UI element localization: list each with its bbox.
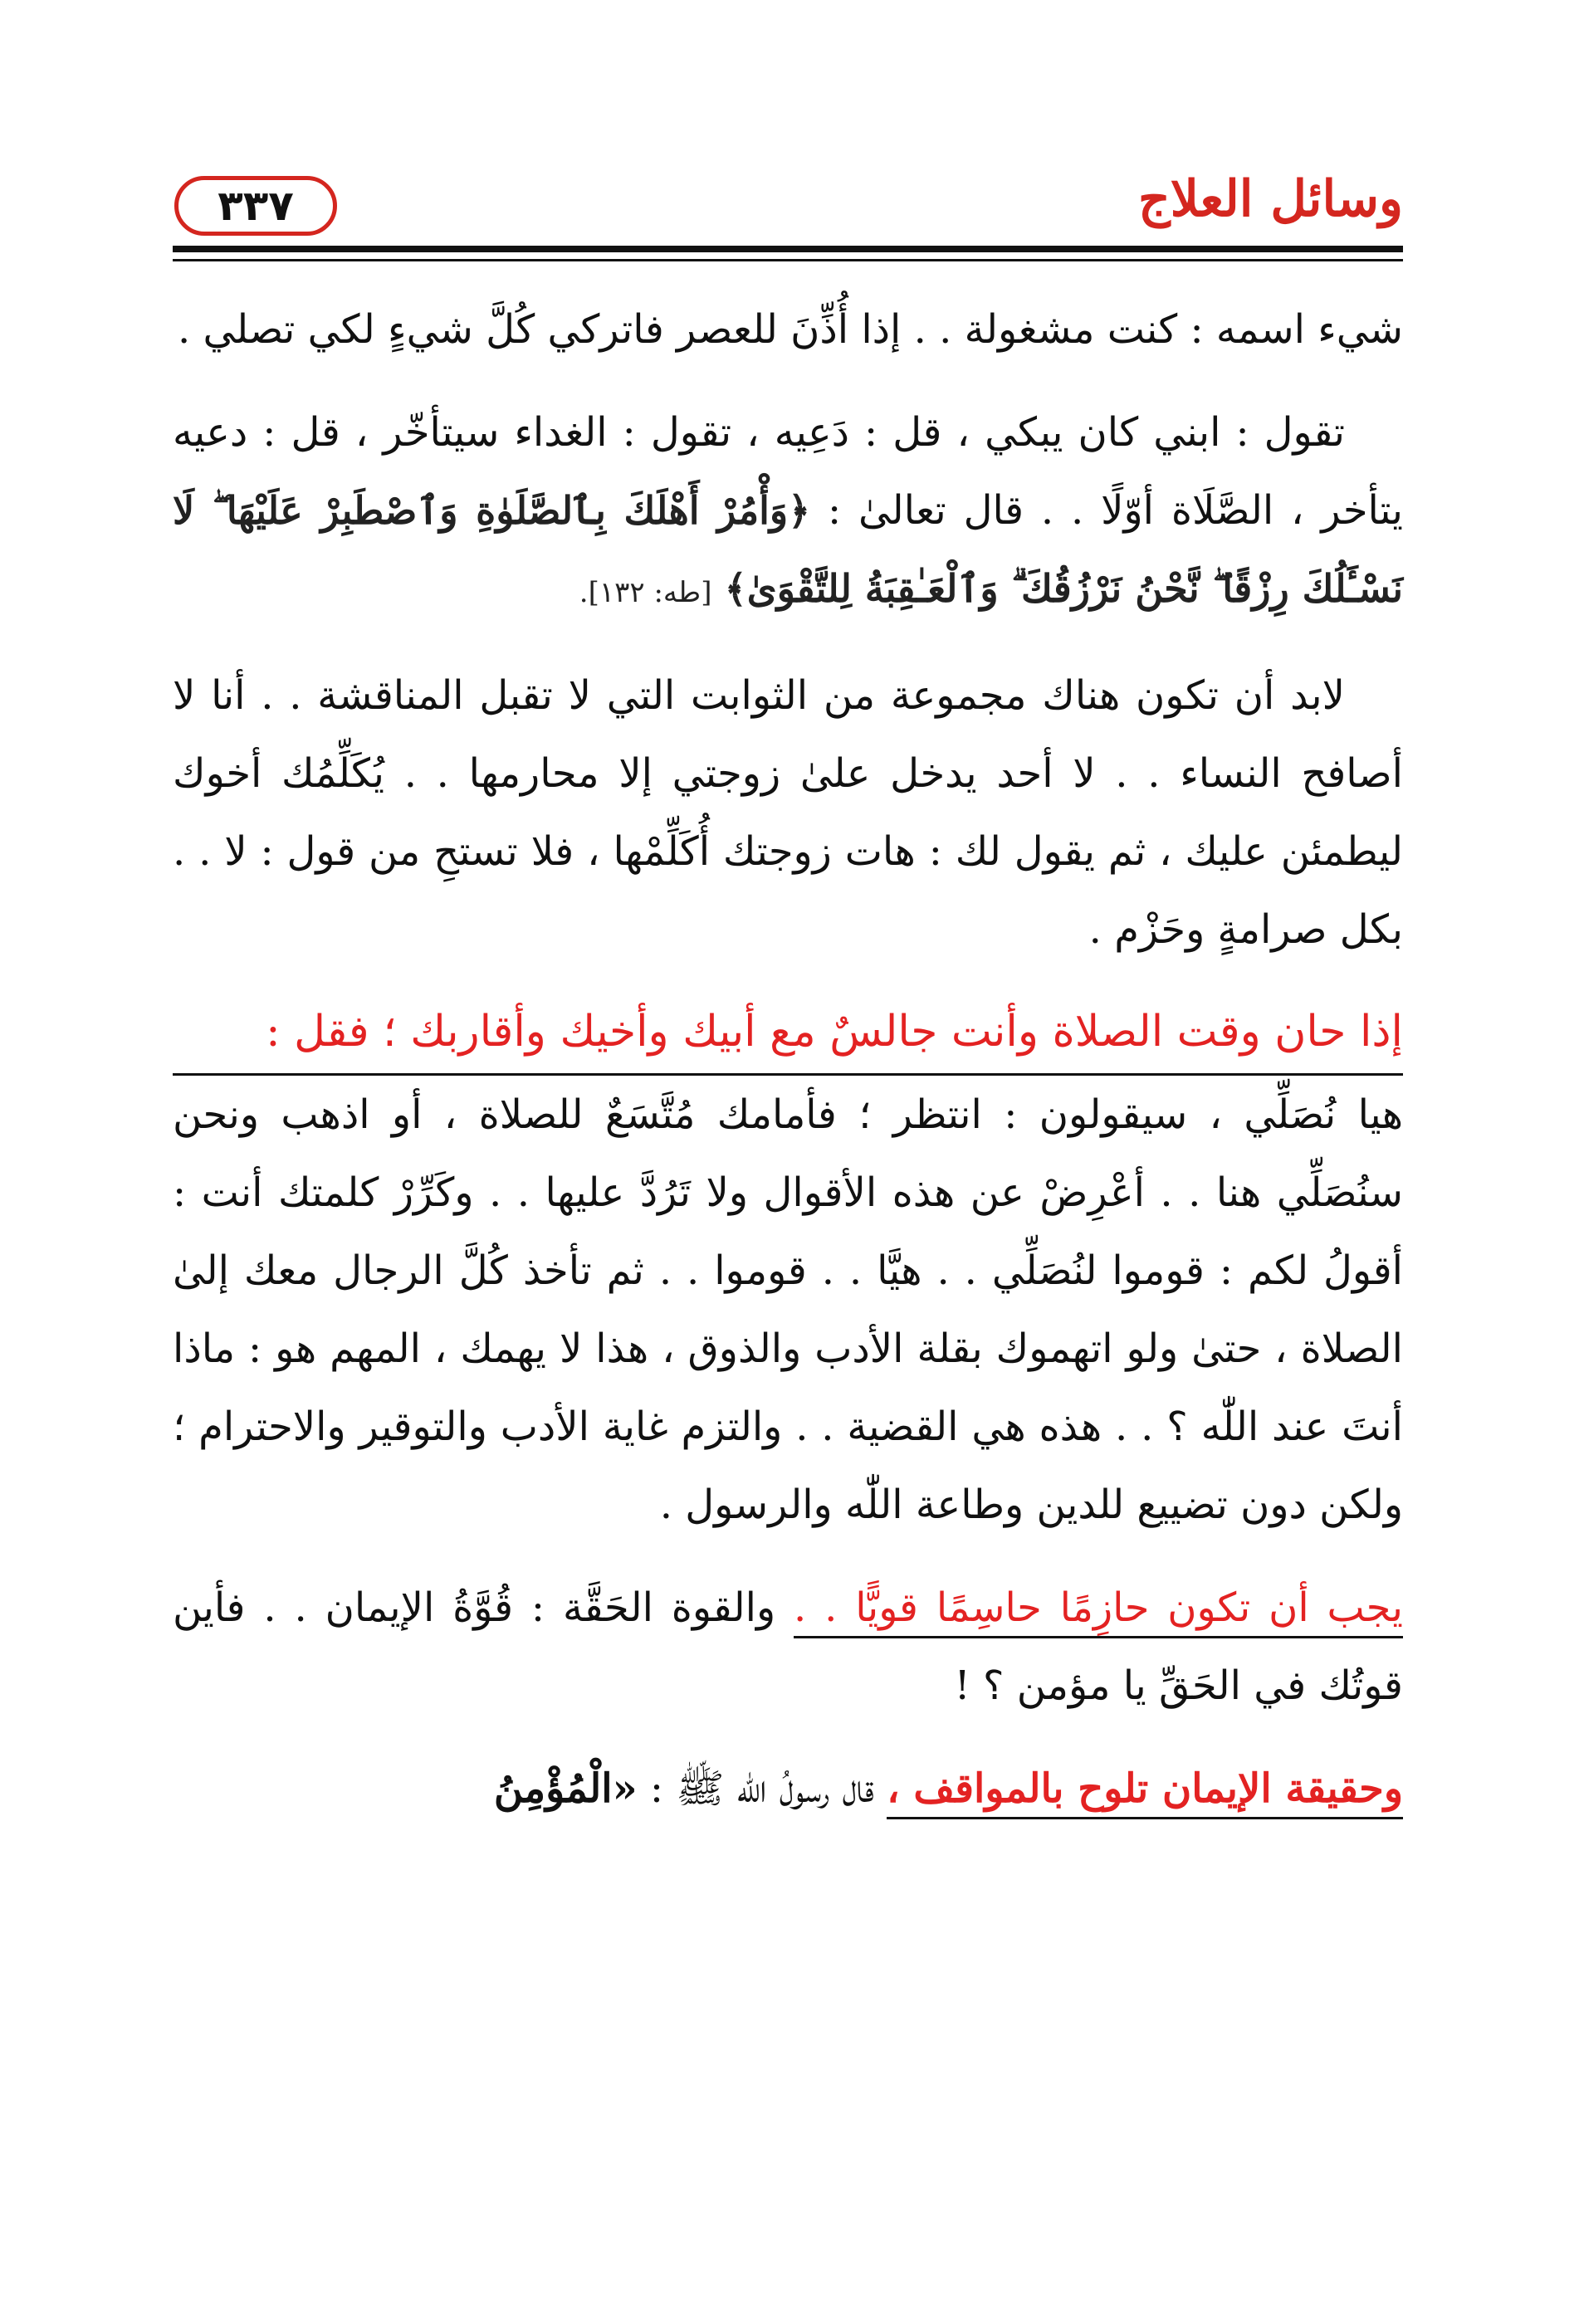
running-title: وسائل العلاج (1138, 170, 1403, 228)
paragraph-2-text: تقول : ابني كان يبكي ، قل : دَعِيه ، تقول : الغداء سيتأخّر ، قل : دعيه يتأخر ، الصَّلَاة أوّلًا . . قال تعالىٰ : (173, 409, 1404, 534)
paragraph-6-text: قال رسولُ اللّٰه ﷺ : (649, 1765, 874, 1812)
paragraph-2 (173, 393, 1403, 632)
paragraph-5 (173, 1569, 1403, 1725)
paragraph-5-highlight: يجب أن تكون حازِمًا حاسِمًا قويًّا . . (794, 1584, 1403, 1638)
paragraph-5-text: والقوة الحَقَّة : قُوَّةُ الإيمان . . فأين قوتُك في الحَقِّ يا مؤمن ؟ ! (173, 1584, 1403, 1709)
verse-reference: [طه: ١٣٢]. (579, 576, 712, 609)
paragraph-6-highlight: وحقيقة الإيمان تلوح بالمواقف ، (887, 1765, 1403, 1819)
paragraph-6 (173, 1750, 1403, 1828)
page-number: ٣٣٧ (218, 182, 294, 230)
paragraph-1: شيء اسمه : كنت مشغولة . . إذا أُذِّنَ للعصر فاتركي كُلَّ شيءٍ لكي تصلي . (177, 306, 1403, 353)
paragraph-3: لابد أن تكون هناك مجموعة من الثوابت التي لا تقبل المناقشة . . أنا لا أصافح النساء . . لا أحد يدخل علىٰ زوجتي إلا محارمها . . يُكَلِّمُك أخوك ليطمئن عليك ، ثم يقول لك : هات زوجتك أُكَلِّمْها ، فلا تستحِ من قول : لا . . بكل صرامةٍ وحَزْم . (173, 672, 1403, 953)
header-rule-thin (173, 259, 1403, 261)
page-body (173, 290, 1403, 1853)
quran-verse: ﴿وَأْمُرْ أَهْلَكَ بِٱلصَّلَوٰةِ وَٱصْطَبِرْ عَلَيْهَا ۖ لَا نَسْـَٔلُكَ رِزْقًا ۖ نَّحْنُ نَرْزُقُكَ ۗ وَٱلْعَـٰقِبَةُ لِلتَّقْوَىٰ﴾ (173, 488, 1403, 611)
page-number-badge (174, 176, 337, 236)
red-heading: إذا حان وقت الصلاة وأنت جالسٌ مع أبيك وأخيك وأقاربك ؛ فقل : (173, 994, 1403, 1076)
paragraph-6-quote: «الْمُؤْمِنُ (493, 1765, 638, 1812)
paragraph-4: هيا نُصَلِّي ، سيقولون : انتظر ؛ فأمامك مُتَّسَعٌ للصلاة ، أو اذهب ونحن سنُصَلِّي هنا . . أعْرِضْ عن هذه الأقوال ولا تَرُدَّ عليها . . وكَرِّرْ كلمتك أنت : أقولُ لكم : قوموا لنُصَلِّي . . هيَّا . . قوموا . . ثم تأخذ كُلَّ الرجال معك إلىٰ الصلاة ، حتىٰ ولو اتهموك بقلة الأدب والذوق ، هذا لا يهمك ، المهم هو : ماذا أنتَ عند اللّٰه ؟ . . هذه هي القضية . . والتزم غاية الأدب والتوقير والاحترام ؛ ولكن دون تضييع للدين وطاعة اللّٰه والرسول . (173, 1091, 1404, 1528)
header-rule-thick (173, 246, 1403, 252)
